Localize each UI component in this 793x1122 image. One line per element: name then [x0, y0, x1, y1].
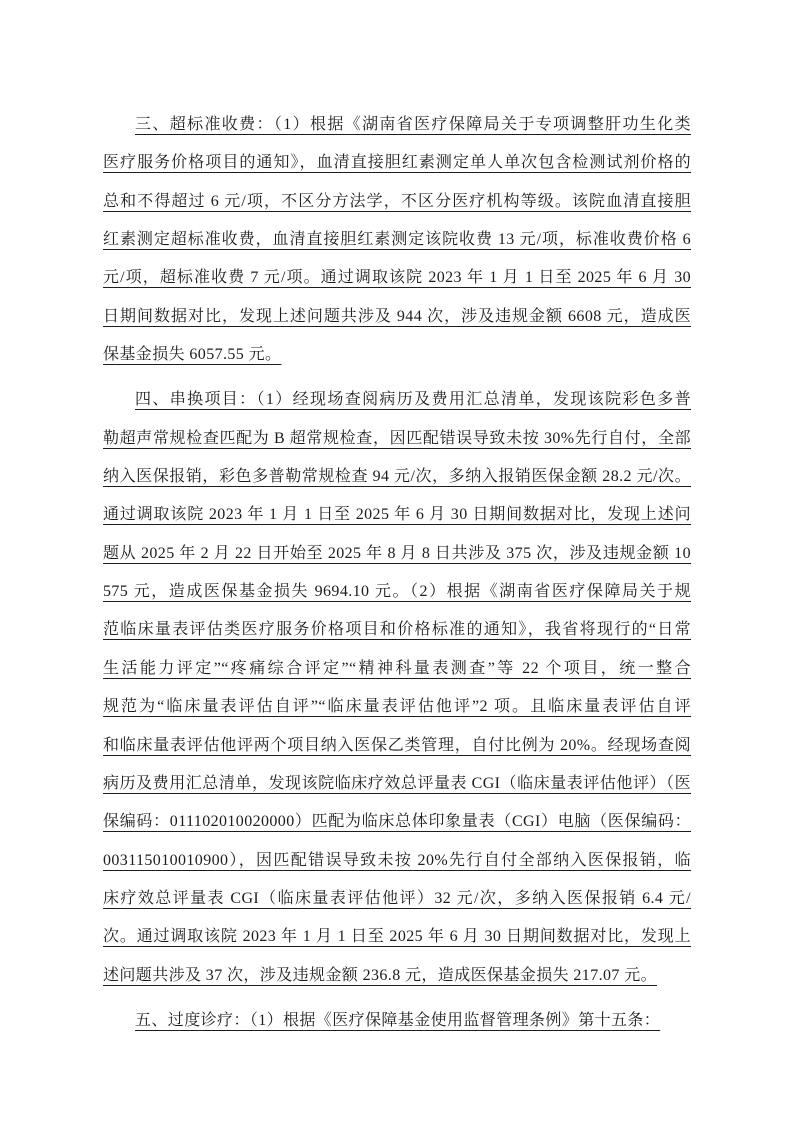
text-line: 五、过度诊疗：（1）根据《医疗保障基金使用监督管理条例》第十五条： — [135, 1011, 661, 1029]
text-line: 元/项，超标准收费 7 元/项。通过调取该院 2023 年 1 月 1 日至 2025 年 6 月 30 — [103, 269, 691, 287]
section-3-over-standard-charging — [103, 106, 691, 374]
text-line: 575 元，造成医保基金损失 9694.10 元。（2）根据《湖南省医疗保障局关于规 — [103, 583, 691, 601]
text-line: 日期间数据对比，发现上述问题共涉及 944 次，涉及违规金额 6608 元，造成医 — [103, 307, 691, 325]
text-line: 勒超声常规检查匹配为 B 超常规检查，因匹配错误导致未按 30%先行自付，全部 — [103, 429, 691, 447]
text-line: 红素测定超标准收费，血清直接胆红素测定该院收费 13 元/项，标准收费价格 6 — [103, 231, 691, 249]
text-line: 四、串换项目：（1）经现场查阅病历及费用汇总清单，发现该院彩色多普 — [135, 391, 691, 409]
text-line: 保基金损失 6057.55 元。 — [103, 346, 282, 364]
text-line: 保编码：011102010020000）匹配为临床总体印象量表（CGI）电脑（医保编码： — [103, 813, 691, 831]
text-line: 规范为“临床量表评估自评”“临床量表评估他评”2 项。且临床量表评估自评 — [103, 698, 691, 716]
text-line: 范临床量表评估类医疗服务价格项目和价格标准的通知》，我省将现行的“日常 — [103, 621, 691, 639]
text-line: 生活能力评定”“疼痛综合评定”“精神科量表测查”等 22 个项目，统一整合 — [103, 659, 691, 677]
text-line: 通过调取该院 2023 年 1 月 1 日至 2025 年 6 月 30 日期间数据对比，发现上述问 — [103, 506, 691, 524]
text-line: 床疗效总评量表 CGI（临床量表评估他评）32 元/次，多纳入医保报销 6.4 元/ — [103, 889, 691, 907]
text-line: 病历及费用汇总清单，发现该院临床疗效总评量表 CGI（临床量表评估他评）（医 — [103, 774, 691, 792]
section-5-overtreatment — [103, 1002, 691, 1040]
text-line: 题从 2025 年 2 月 22 日开始至 2025 年 8 月 8 日共涉及 375 次，涉及违规金额 10 — [103, 544, 691, 562]
text-line: 003115010010900），因匹配错误导致未按 20%先行自付全部纳入医保报销，临 — [103, 851, 691, 869]
text-line: 和临床量表评估他评两个项目纳入医保乙类管理，自付比例为 20%。经现场查阅 — [103, 736, 691, 754]
text-line: 述问题共涉及 37 次，涉及违规金额 236.8 元，造成医保基金损失 217.07 元。 — [103, 966, 658, 984]
text-line: 纳入医保报销，彩色多普勒常规检查 94 元/次，多纳入报销医保金额 28.2 元/次。 — [103, 468, 691, 486]
document-body — [103, 106, 691, 1040]
text-line: 医疗服务价格项目的通知》，血清直接胆红素测定单人单次包含检测试剂价格的 — [103, 154, 691, 172]
text-line: 总和不得超过 6 元/项，不区分方法学，不区分医疗机构等级。该院血清直接胆 — [103, 192, 691, 210]
section-4-item-substitution — [103, 381, 691, 995]
text-line: 三、超标准收费：（1）根据《湖南省医疗保障局关于专项调整肝功生化类 — [135, 116, 691, 133]
text-line: 次。通过调取该院 2023 年 1 月 1 日至 2025 年 6 月 30 日期间数据对比，发现上 — [103, 928, 691, 946]
